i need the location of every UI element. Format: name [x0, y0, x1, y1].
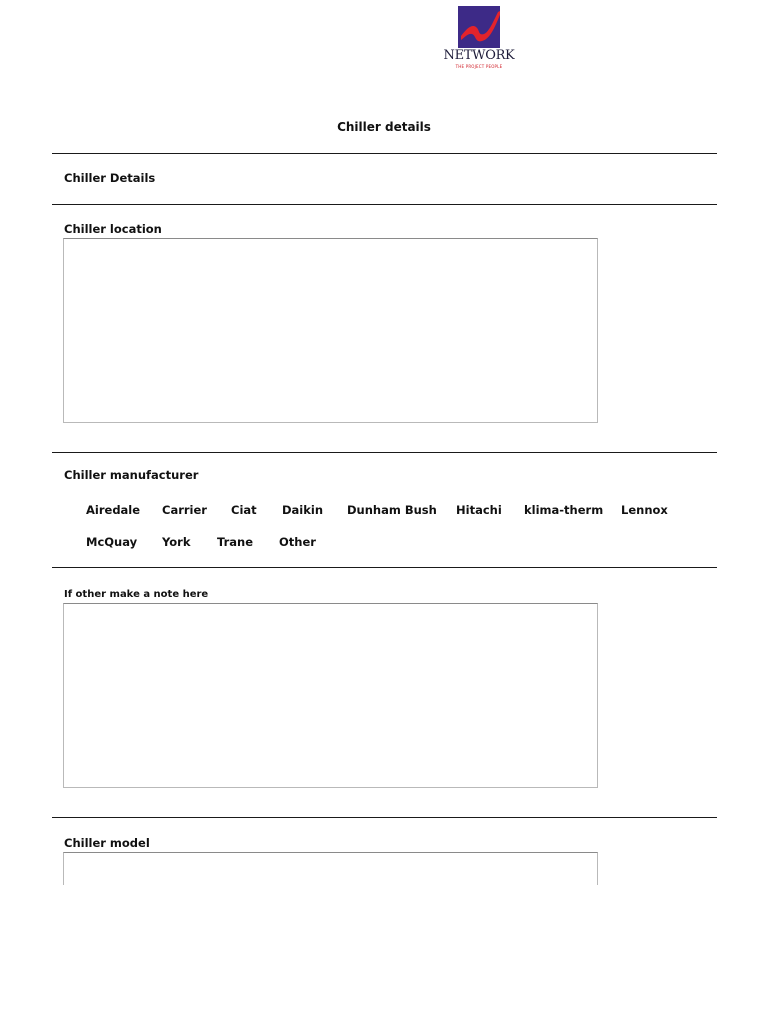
- other-note-field[interactable]: [63, 603, 598, 788]
- other-note-label: If other make a note here: [64, 589, 209, 600]
- section-divider: [52, 452, 717, 453]
- manufacturer-option-lennox[interactable]: Lennox: [621, 503, 668, 517]
- network-logo: [436, 4, 522, 70]
- manufacturer-option-york[interactable]: York: [162, 535, 191, 549]
- chiller-location-label: Chiller location: [64, 222, 162, 236]
- section-divider: [52, 567, 717, 568]
- chiller-model-label: Chiller model: [64, 836, 150, 850]
- section-header: Chiller Details: [64, 171, 156, 185]
- document-title: Chiller details: [337, 120, 431, 134]
- logo-name: NETWORK: [443, 48, 515, 63]
- chiller-location-field[interactable]: [63, 238, 598, 423]
- manufacturer-option-hitachi[interactable]: Hitachi: [456, 503, 502, 517]
- section-divider: [52, 153, 717, 154]
- manufacturer-option-klima-therm[interactable]: klima-therm: [524, 503, 604, 517]
- network-logo-mark-icon: [458, 6, 500, 48]
- section-divider: [52, 204, 717, 205]
- section-divider: [52, 817, 717, 818]
- manufacturer-option-trane[interactable]: Trane: [217, 535, 253, 549]
- manufacturer-option-other[interactable]: Other: [279, 535, 316, 549]
- manufacturer-option-airedale[interactable]: Airedale: [86, 503, 141, 517]
- manufacturer-option-mcquay[interactable]: McQuay: [86, 535, 138, 549]
- chiller-model-field[interactable]: [63, 852, 598, 885]
- manufacturer-option-daikin[interactable]: Daikin: [282, 503, 324, 517]
- manufacturer-option-carrier[interactable]: Carrier: [162, 503, 207, 517]
- chiller-manufacturer-label: Chiller manufacturer: [64, 468, 199, 482]
- logo-tagline: THE PROJECT PEOPLE: [455, 64, 503, 69]
- manufacturer-option-dunham-bush[interactable]: Dunham Bush: [347, 503, 437, 517]
- manufacturer-option-ciat[interactable]: Ciat: [231, 503, 257, 517]
